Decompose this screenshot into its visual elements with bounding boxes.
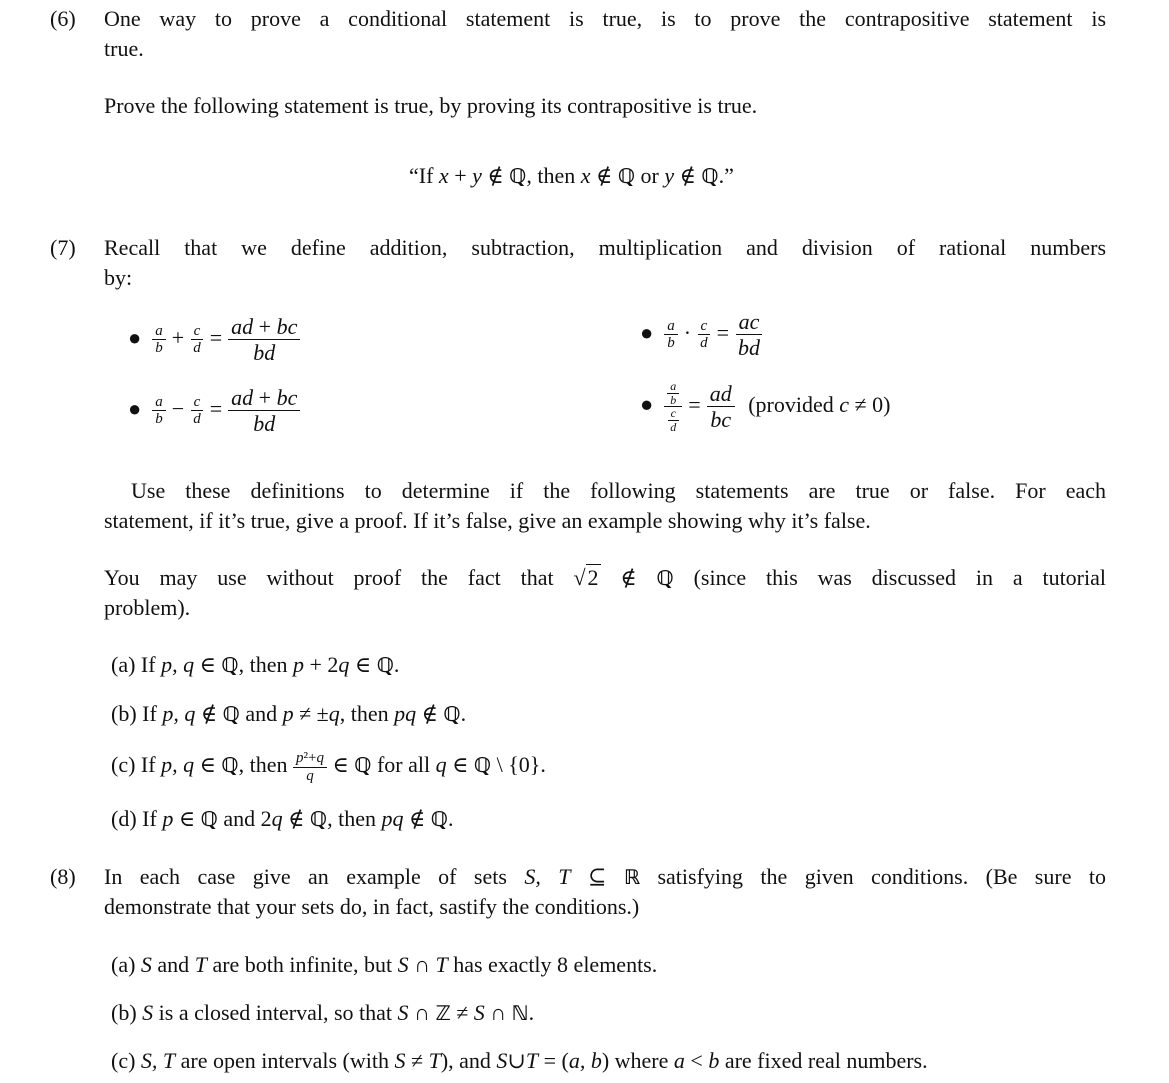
q7-use-line1: Use these definitions to determine if the following statements are true or false. For each (131, 478, 1106, 503)
bullet-icon: ● (128, 395, 142, 421)
q8-part-b: (b) S is a closed interval, so that S ∩ ℤ ≠ S ∩ ℕ. (111, 1000, 535, 1025)
q8-number: (8) (50, 864, 76, 889)
q6-prove: Prove the following statement is true, by proving its contrapositive is true. (104, 93, 758, 118)
def-addition: ● $\frac{a}{b}$ + $\frac{c}{d}$ = $\frac{ad + bc}{bd}$ (128, 314, 300, 366)
q7-line1: Recall that we define addition, subtraction, multiplication and division of rational numbers (104, 235, 1106, 260)
q7-may-line1: You may use without proof the fact that √2 ∉ ℚ (since this was discussed in a tutorial (104, 565, 1106, 590)
q8-line1: In each case give an example of sets S, T ⊆ ℝ satisfying the given conditions. (Be sure to (104, 864, 1106, 889)
q7-line2: by: (104, 265, 133, 290)
q6-quote: “If x + y ∉ ℚ, then x ∉ ℚ or y ∉ ℚ.” (409, 163, 734, 188)
q7-part-d: (d) If p ∈ ℚ and 2q ∉ ℚ, then pq ∉ ℚ. (111, 806, 454, 831)
def-multiplication: ● $\frac{a}{b}$ · $\frac{c}{d}$ = $\frac{ac}{bd}$ (640, 309, 763, 361)
q7-number: (7) (50, 235, 76, 260)
q6-line1: One way to prove a conditional statement is true, is to prove the contrapositive statement is (104, 6, 1106, 31)
q8-part-c: (c) S, T are open intervals (with S ≠ T), and S∪T = (a, b) where a < b are fixed real numbers. (111, 1048, 928, 1073)
def-division: ● $\frac{\frac{a}{b}}{\frac{c}{d}}$ = $\frac{ad}{bc}$ (provided c ≠ 0) (640, 379, 891, 434)
bullet-icon: ● (128, 324, 142, 350)
bullet-icon: ● (640, 319, 654, 345)
q7-part-a: (a) If p, q ∈ ℚ, then p + 2q ∈ ℚ. (111, 652, 400, 677)
q7-part-b: (b) If p, q ∉ ℚ and p ≠ ±q, then pq ∉ ℚ. (111, 701, 467, 726)
q7-use-line2: statement, if it’s true, give a proof. If it’s false, give an example showing why it’s false. (104, 508, 871, 533)
q8-line2: demonstrate that your sets do, in fact, sastify the conditions.) (104, 894, 640, 919)
def-subtraction: ● $\frac{a}{b}$ − $\frac{c}{d}$ = $\frac{ad + bc}{bd}$ (128, 385, 300, 437)
q7-part-c: (c) If p, q ∈ ℚ, then $\frac{\text{p²+q}}{q}$ ∈ ℚ for all q ∈ ℚ \ {0}. (111, 750, 546, 784)
q6-number: (6) (50, 6, 76, 31)
q6-line2: true. (104, 36, 144, 61)
bullet-icon: ● (640, 391, 654, 417)
q8-part-a: (a) S and T are both infinite, but S ∩ T has exactly 8 elements. (111, 952, 658, 977)
q7-may-line2: problem). (104, 595, 191, 620)
